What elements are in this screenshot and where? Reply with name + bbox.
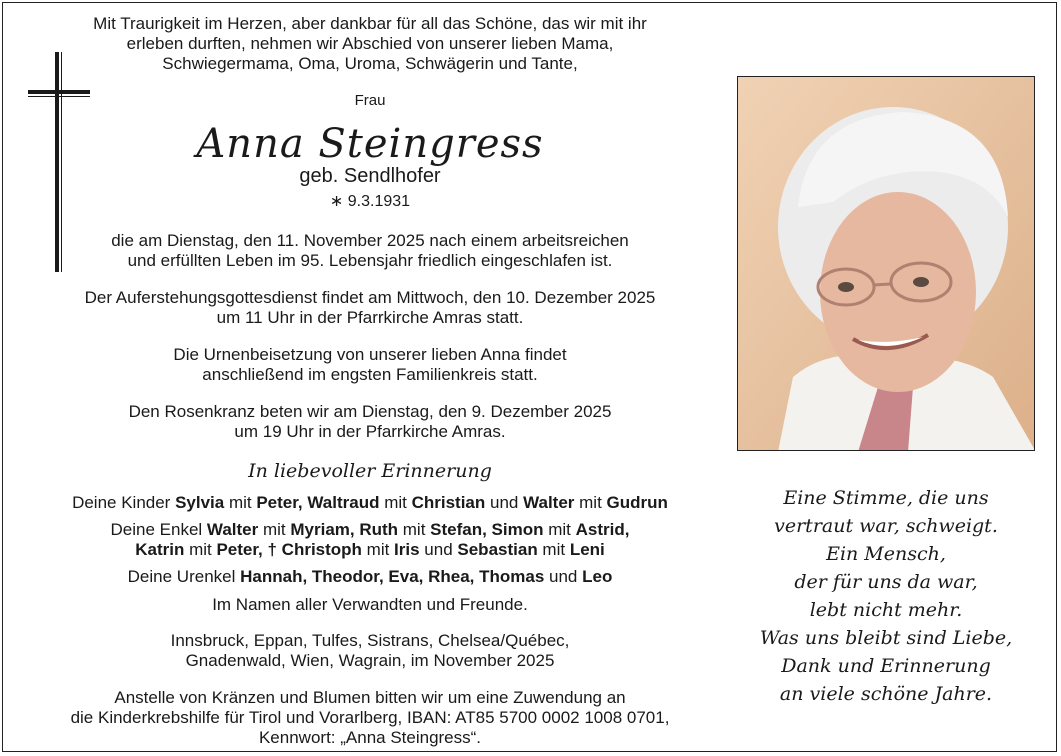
child-name: Christian — [411, 493, 486, 512]
grandchildren-text: mit — [398, 520, 431, 539]
donation-line: die Kinderkrebshilfe für Tirol und Vorarlberg, IBAN: AT85 5700 0002 1008 0701, — [70, 708, 670, 727]
intro-line: Schwiegermama, Oma, Uroma, Schwägerin und Tante, — [162, 54, 578, 73]
urn-text — [40, 345, 700, 385]
child-name: Gudrun — [606, 493, 668, 512]
honorific: Frau — [354, 92, 386, 109]
places-line: Gnadenwald, Wien, Wagrain, im November 2025 — [185, 651, 555, 670]
grandchild-name: Leni — [569, 540, 605, 559]
poem-line: Dank und Erinnerung — [781, 655, 991, 677]
grandchild-name: Katrin — [135, 540, 185, 559]
portrait-photo — [737, 76, 1035, 451]
grandchildren-text: mit — [258, 520, 291, 539]
rosary-line: um 19 Uhr in der Pfarrkirche Amras. — [234, 422, 506, 441]
great-grandchildren-text: Deine Urenkel — [127, 567, 241, 586]
urn-line: anschließend im engsten Familienkreis statt. — [202, 365, 538, 384]
intro-line: erleben durften, nehmen wir Abschied von unserer lieben Mama, — [126, 34, 614, 53]
great-grandchild-name: Leo — [582, 567, 613, 586]
poem-line: vertraut war, schweigt. — [774, 515, 998, 537]
grandchild-name: Astrid, — [575, 520, 630, 539]
grandchildren-text: mit — [361, 540, 395, 559]
donation-text — [40, 688, 700, 748]
child-name: Peter, Waltraud — [256, 493, 380, 512]
poem-line: an viele schöne Jahre. — [779, 683, 993, 705]
death-line: und erfüllten Leben im 95. Lebensjahr friedlich eingeschlafen ist. — [127, 251, 613, 270]
service-line: Der Auferstehungsgottesdienst findet am Mittwoch, den 10. Dezember 2025 — [84, 288, 656, 307]
grandchild-name: Peter, † Christoph — [216, 540, 362, 559]
children-text: mit — [574, 493, 607, 512]
service-text — [40, 288, 700, 328]
donation-line: Anstelle von Kränzen und Blumen bitten wir um eine Zuwendung an — [114, 688, 626, 707]
children-text: Deine Kinder — [72, 493, 176, 512]
service-line: um 11 Uhr in der Pfarrkirche Amras statt. — [216, 308, 524, 327]
poem-line: Eine Stimme, die uns — [783, 487, 989, 509]
children-text: und — [485, 493, 524, 512]
deceased-name: Anna Steingress — [196, 121, 544, 167]
child-name: Sylvia — [175, 493, 225, 512]
poem-line: Ein Mensch, — [826, 543, 946, 565]
grandchildren-text: Deine Enkel — [110, 520, 207, 539]
grandchild-name: Sebastian — [457, 540, 538, 559]
family-great-grandchildren — [40, 567, 700, 587]
grandchild-name: Stefan, Simon — [430, 520, 544, 539]
grandchildren-line — [40, 540, 700, 560]
poem-line: der für uns da war, — [794, 571, 978, 593]
family-grandchildren — [40, 520, 700, 560]
family-children — [40, 493, 700, 513]
rosary-line: Den Rosenkranz beten wir am Dienstag, den 9. Dezember 2025 — [128, 402, 612, 421]
death-text — [40, 231, 700, 271]
intro-line: Mit Traurigkeit im Herzen, aber dankbar für all das Schöne, das wir mit ihr — [93, 14, 647, 33]
grandchild-name: Walter — [206, 520, 259, 539]
children-text: mit — [224, 493, 257, 512]
poem-line: Was uns bleibt sind Liebe, — [759, 627, 1013, 649]
grandchildren-text: mit — [537, 540, 570, 559]
grandchildren-text: mit — [184, 540, 217, 559]
places-line: Innsbruck, Eppan, Tulfes, Sistrans, Chelsea/Québec, — [170, 631, 570, 650]
poem-line: lebt nicht mehr. — [809, 599, 963, 621]
great-grandchild-name: Hannah, Theodor, Eva, Rhea, Thomas — [240, 567, 545, 586]
children-text: mit — [379, 493, 412, 512]
rosary-text — [40, 402, 700, 442]
donation-line: Kennwort: „Anna Steingress“. — [258, 728, 482, 747]
great-grandchildren-text: und — [544, 567, 583, 586]
birth-date: ∗ 9.3.1931 — [329, 193, 411, 210]
memory-heading: In liebevoller Erinnerung — [248, 460, 492, 482]
grandchildren-text: mit — [543, 520, 576, 539]
poem — [737, 484, 1035, 708]
grandchild-name: Iris — [394, 540, 420, 559]
grandchild-name: Myriam, Ruth — [290, 520, 399, 539]
places-text — [40, 631, 700, 671]
child-name: Walter — [523, 493, 575, 512]
death-line: die am Dienstag, den 11. November 2025 nach einem arbeitsreichen — [111, 231, 629, 250]
grandchildren-line — [40, 520, 700, 540]
urn-line: Die Urnenbeisetzung von unserer lieben Anna findet — [173, 345, 567, 364]
grandchildren-text: und — [419, 540, 458, 559]
portrait-illustration — [738, 77, 1035, 451]
relatives-text: Im Namen aller Verwandten und Freunde. — [212, 595, 528, 614]
intro-text — [40, 14, 700, 74]
maiden-name: geb. Sendlhofer — [299, 165, 441, 187]
